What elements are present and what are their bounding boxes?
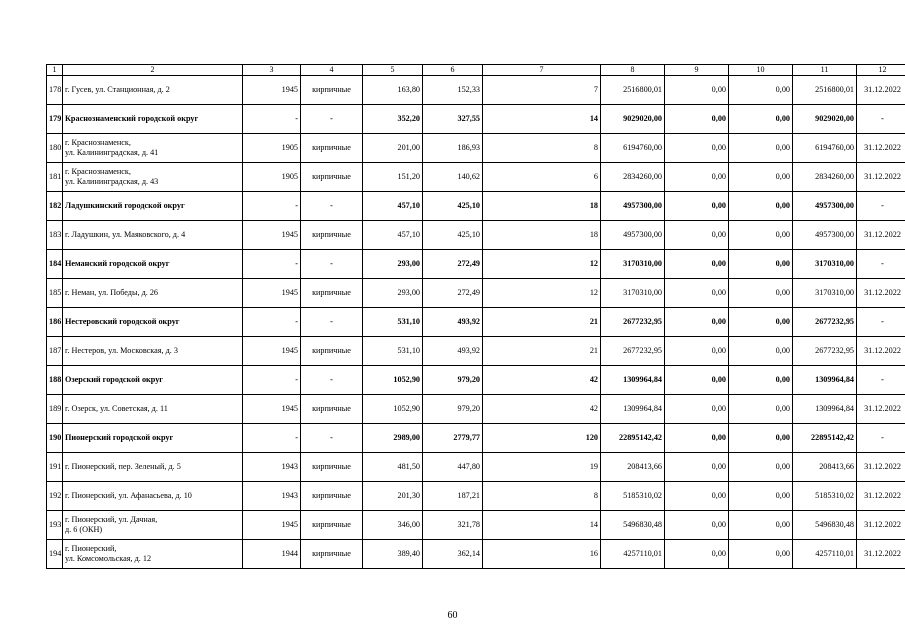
cell-residents-count: 8: [483, 134, 601, 163]
cell-residents-count: 12: [483, 279, 601, 308]
cell-total-cost: 1309964,84: [601, 366, 665, 395]
cell-cost-local: 0,00: [729, 279, 793, 308]
cell-total-area: 163,80: [363, 76, 423, 105]
cell-cost-other: 5185310,02: [793, 482, 857, 511]
cell-cost-other: 1309964,84: [793, 395, 857, 424]
cell-deadline: 31.12.2022: [857, 163, 905, 192]
cell-year-built: -: [243, 250, 301, 279]
cell-wall-material: кирпичные: [301, 76, 363, 105]
cell-cost-local: 0,00: [729, 76, 793, 105]
cell-deadline: 31.12.2022: [857, 453, 905, 482]
cell-deadline: 31.12.2022: [857, 337, 905, 366]
cell-living-area: 979,20: [423, 366, 483, 395]
cell-wall-material: кирпичные: [301, 163, 363, 192]
table-row: [47, 76, 905, 105]
cell-total-area: 531,10: [363, 308, 423, 337]
cell-total-cost: 3170310,00: [601, 279, 665, 308]
cell-residents-count: 14: [483, 105, 601, 134]
cell-cost-other: 5496830,48: [793, 511, 857, 540]
cell-total-cost: 2677232,95: [601, 308, 665, 337]
cell-cost-fund: 0,00: [665, 279, 729, 308]
cell-row-number: 186: [47, 308, 63, 337]
cell-cost-local: 0,00: [729, 511, 793, 540]
cell-object-address: г. Ладушкин, ул. Маяковского, д. 4: [63, 221, 243, 250]
cell-cost-other: 2677232,95: [793, 337, 857, 366]
cell-total-cost: 4257110,01: [601, 540, 665, 569]
cell-cost-other: 3170310,00: [793, 250, 857, 279]
cell-total-cost: 4957300,00: [601, 221, 665, 250]
cell-row-number: 178: [47, 76, 63, 105]
table-row: [47, 453, 905, 482]
cell-cost-other: 1309964,84: [793, 366, 857, 395]
cell-cost-other: 2516800,01: [793, 76, 857, 105]
cell-row-number: 192: [47, 482, 63, 511]
cell-year-built: 1905: [243, 134, 301, 163]
cell-year-built: 1905: [243, 163, 301, 192]
cell-total-cost: 2516800,01: [601, 76, 665, 105]
cell-cost-local: 0,00: [729, 250, 793, 279]
cell-total-area: 293,00: [363, 250, 423, 279]
cell-cost-local: 0,00: [729, 134, 793, 163]
column-header-row-number: 1: [47, 65, 63, 76]
cell-residents-count: 6: [483, 163, 601, 192]
cell-cost-other: 6194760,00: [793, 134, 857, 163]
column-header-wall-material: 4: [301, 65, 363, 76]
cell-total-area: 481,50: [363, 453, 423, 482]
cell-wall-material: кирпичные: [301, 540, 363, 569]
cell-cost-fund: 0,00: [665, 221, 729, 250]
column-header-object-address: 2: [63, 65, 243, 76]
cell-residents-count: 8: [483, 482, 601, 511]
cell-year-built: -: [243, 366, 301, 395]
table-row-district: [47, 424, 905, 453]
cell-living-area: 186,93: [423, 134, 483, 163]
cell-deadline: -: [857, 308, 905, 337]
cell-residents-count: 120: [483, 424, 601, 453]
cell-year-built: 1944: [243, 540, 301, 569]
cell-cost-local: 0,00: [729, 366, 793, 395]
cell-total-cost: 5185310,02: [601, 482, 665, 511]
cell-total-area: 151,20: [363, 163, 423, 192]
cell-cost-local: 0,00: [729, 395, 793, 424]
cell-row-number: 188: [47, 366, 63, 395]
cell-row-number: 183: [47, 221, 63, 250]
data-table: [46, 64, 905, 569]
cell-total-area: 531,10: [363, 337, 423, 366]
cell-cost-fund: 0,00: [665, 482, 729, 511]
cell-object-address: г. Озерск, ул. Советская, д. 11: [63, 395, 243, 424]
column-header-deadline: 12: [857, 65, 905, 76]
cell-row-number: 180: [47, 134, 63, 163]
table-row: [47, 134, 905, 163]
cell-cost-local: 0,00: [729, 482, 793, 511]
table-row-district: [47, 250, 905, 279]
cell-residents-count: 16: [483, 540, 601, 569]
table-header-row: [47, 65, 905, 76]
cell-cost-fund: 0,00: [665, 366, 729, 395]
page-number: 60: [447, 610, 458, 621]
cell-residents-count: 21: [483, 308, 601, 337]
cell-total-cost: 6194760,00: [601, 134, 665, 163]
cell-year-built: 1945: [243, 221, 301, 250]
cell-residents-count: 42: [483, 366, 601, 395]
table-row: [47, 337, 905, 366]
table-row-district: [47, 308, 905, 337]
cell-wall-material: кирпичные: [301, 134, 363, 163]
column-header-living-area: 6: [423, 65, 483, 76]
cell-year-built: 1943: [243, 482, 301, 511]
cell-total-area: 293,00: [363, 279, 423, 308]
cell-cost-fund: 0,00: [665, 134, 729, 163]
column-header-total-cost: 8: [601, 65, 665, 76]
cell-deadline: 31.12.2022: [857, 221, 905, 250]
cell-cost-local: 0,00: [729, 221, 793, 250]
column-header-residents-count: 7: [483, 65, 601, 76]
cell-total-area: 457,10: [363, 192, 423, 221]
cell-year-built: 1943: [243, 453, 301, 482]
cell-wall-material: -: [301, 192, 363, 221]
cell-cost-local: 0,00: [729, 424, 793, 453]
cell-wall-material: кирпичные: [301, 511, 363, 540]
cell-deadline: 31.12.2022: [857, 540, 905, 569]
cell-object-address: г. Пионерский, ул. Дачная, д. 6 (ОКН): [63, 511, 243, 540]
cell-cost-fund: 0,00: [665, 540, 729, 569]
table-row-district: [47, 192, 905, 221]
cell-object-address: г. Пионерский, ул. Комсомольская, д. 12: [63, 540, 243, 569]
cell-deadline: -: [857, 424, 905, 453]
cell-year-built: 1945: [243, 511, 301, 540]
cell-cost-local: 0,00: [729, 105, 793, 134]
column-header-cost-other: 11: [793, 65, 857, 76]
cell-living-area: 425,10: [423, 221, 483, 250]
cell-year-built: -: [243, 105, 301, 134]
table-row: [47, 511, 905, 540]
cell-cost-fund: 0,00: [665, 163, 729, 192]
cell-year-built: 1945: [243, 76, 301, 105]
cell-total-cost: 5496830,48: [601, 511, 665, 540]
cell-living-area: 272,49: [423, 279, 483, 308]
cell-cost-fund: 0,00: [665, 511, 729, 540]
cell-living-area: 321,78: [423, 511, 483, 540]
cell-wall-material: -: [301, 366, 363, 395]
cell-object-address: г. Нестеров, ул. Московская, д. 3: [63, 337, 243, 366]
table-row: [47, 395, 905, 424]
cell-cost-local: 0,00: [729, 308, 793, 337]
table-row: [47, 163, 905, 192]
cell-deadline: -: [857, 250, 905, 279]
cell-object-address: Пионерский городской округ: [63, 424, 243, 453]
cell-living-area: 140,62: [423, 163, 483, 192]
table-row-district: [47, 366, 905, 395]
cell-cost-fund: 0,00: [665, 250, 729, 279]
cell-cost-other: 2677232,95: [793, 308, 857, 337]
cell-residents-count: 14: [483, 511, 601, 540]
cell-wall-material: кирпичные: [301, 279, 363, 308]
cell-living-area: 425,10: [423, 192, 483, 221]
cell-year-built: 1945: [243, 395, 301, 424]
cell-object-address: Краснознаменский городской округ: [63, 105, 243, 134]
cell-cost-fund: 0,00: [665, 105, 729, 134]
cell-cost-fund: 0,00: [665, 337, 729, 366]
cell-cost-local: 0,00: [729, 337, 793, 366]
cell-cost-local: 0,00: [729, 540, 793, 569]
cell-living-area: 327,55: [423, 105, 483, 134]
cell-row-number: 179: [47, 105, 63, 134]
cell-total-cost: 1309964,84: [601, 395, 665, 424]
cell-deadline: 31.12.2022: [857, 395, 905, 424]
cell-deadline: 31.12.2022: [857, 482, 905, 511]
cell-living-area: 2779,77: [423, 424, 483, 453]
cell-object-address: Озерский городской округ: [63, 366, 243, 395]
cell-year-built: 1945: [243, 337, 301, 366]
cell-object-address: г. Пионерский, пер. Зеленый, д. 5: [63, 453, 243, 482]
cell-total-area: 201,30: [363, 482, 423, 511]
cell-deadline: -: [857, 366, 905, 395]
cell-total-area: 346,00: [363, 511, 423, 540]
cell-cost-other: 4957300,00: [793, 192, 857, 221]
cell-cost-fund: 0,00: [665, 453, 729, 482]
cell-row-number: 182: [47, 192, 63, 221]
cell-object-address: г. Пионерский, ул. Афанасьева, д. 10: [63, 482, 243, 511]
cell-row-number: 194: [47, 540, 63, 569]
cell-residents-count: 12: [483, 250, 601, 279]
cell-residents-count: 42: [483, 395, 601, 424]
cell-cost-other: 22895142,42: [793, 424, 857, 453]
cell-residents-count: 18: [483, 221, 601, 250]
cell-year-built: -: [243, 308, 301, 337]
cell-living-area: 447,80: [423, 453, 483, 482]
cell-year-built: 1945: [243, 279, 301, 308]
cell-total-area: 2989,00: [363, 424, 423, 453]
cell-wall-material: -: [301, 250, 363, 279]
column-header-total-area: 5: [363, 65, 423, 76]
cell-row-number: 191: [47, 453, 63, 482]
cell-object-address: г. Краснознаменск, ул. Калининградская, д. 43: [63, 163, 243, 192]
cell-object-address: Ладушкинский городской округ: [63, 192, 243, 221]
cell-wall-material: кирпичные: [301, 221, 363, 250]
cell-cost-fund: 0,00: [665, 395, 729, 424]
cell-total-area: 201,00: [363, 134, 423, 163]
cell-deadline: -: [857, 105, 905, 134]
cell-wall-material: -: [301, 105, 363, 134]
table-row: [47, 540, 905, 569]
cell-wall-material: кирпичные: [301, 337, 363, 366]
cell-cost-other: 9029020,00: [793, 105, 857, 134]
cell-row-number: 185: [47, 279, 63, 308]
cell-cost-other: 2834260,00: [793, 163, 857, 192]
cell-cost-other: 4957300,00: [793, 221, 857, 250]
cell-cost-local: 0,00: [729, 192, 793, 221]
cell-cost-fund: 0,00: [665, 76, 729, 105]
cell-total-cost: 22895142,42: [601, 424, 665, 453]
cell-living-area: 272,49: [423, 250, 483, 279]
cell-living-area: 493,92: [423, 308, 483, 337]
table-row: [47, 279, 905, 308]
cell-deadline: 31.12.2022: [857, 511, 905, 540]
cell-row-number: 187: [47, 337, 63, 366]
cell-total-cost: 2834260,00: [601, 163, 665, 192]
cell-row-number: 190: [47, 424, 63, 453]
cell-deadline: 31.12.2022: [857, 279, 905, 308]
cell-object-address: г. Гусев, ул. Станционная, д. 2: [63, 76, 243, 105]
cell-total-cost: 3170310,00: [601, 250, 665, 279]
cell-year-built: -: [243, 192, 301, 221]
cell-row-number: 189: [47, 395, 63, 424]
cell-cost-local: 0,00: [729, 453, 793, 482]
cell-residents-count: 18: [483, 192, 601, 221]
cell-total-cost: 2677232,95: [601, 337, 665, 366]
table-row: [47, 221, 905, 250]
cell-row-number: 184: [47, 250, 63, 279]
cell-living-area: 493,92: [423, 337, 483, 366]
table-row: [47, 482, 905, 511]
cell-object-address: г. Неман, ул. Победы, д. 26: [63, 279, 243, 308]
cell-cost-other: 208413,66: [793, 453, 857, 482]
cell-total-area: 1052,90: [363, 366, 423, 395]
cell-cost-local: 0,00: [729, 163, 793, 192]
cell-cost-fund: 0,00: [665, 192, 729, 221]
cell-row-number: 181: [47, 163, 63, 192]
cell-deadline: -: [857, 192, 905, 221]
cell-cost-other: 4257110,01: [793, 540, 857, 569]
cell-residents-count: 19: [483, 453, 601, 482]
cell-deadline: 31.12.2022: [857, 134, 905, 163]
cell-wall-material: кирпичные: [301, 482, 363, 511]
cell-total-area: 1052,90: [363, 395, 423, 424]
cell-total-cost: 208413,66: [601, 453, 665, 482]
cell-object-address: Нестеровский городской округ: [63, 308, 243, 337]
cell-total-cost: 9029020,00: [601, 105, 665, 134]
column-header-year-built: 3: [243, 65, 301, 76]
column-header-cost-local: 10: [729, 65, 793, 76]
cell-row-number: 193: [47, 511, 63, 540]
cell-year-built: -: [243, 424, 301, 453]
cell-total-area: 389,40: [363, 540, 423, 569]
cell-object-address: г. Краснознаменск, ул. Калининградская, д. 41: [63, 134, 243, 163]
cell-living-area: 979,20: [423, 395, 483, 424]
cell-wall-material: кирпичные: [301, 395, 363, 424]
cell-total-area: 352,20: [363, 105, 423, 134]
cell-deadline: 31.12.2022: [857, 76, 905, 105]
cell-living-area: 362,14: [423, 540, 483, 569]
cell-cost-fund: 0,00: [665, 308, 729, 337]
cell-cost-fund: 0,00: [665, 424, 729, 453]
cell-living-area: 187,21: [423, 482, 483, 511]
cell-cost-other: 3170310,00: [793, 279, 857, 308]
column-header-cost-fund: 9: [665, 65, 729, 76]
table-row-district: [47, 105, 905, 134]
cell-total-cost: 4957300,00: [601, 192, 665, 221]
cell-total-area: 457,10: [363, 221, 423, 250]
cell-residents-count: 21: [483, 337, 601, 366]
cell-residents-count: 7: [483, 76, 601, 105]
cell-wall-material: -: [301, 308, 363, 337]
cell-wall-material: -: [301, 424, 363, 453]
cell-wall-material: кирпичные: [301, 453, 363, 482]
cell-living-area: 152,33: [423, 76, 483, 105]
cell-object-address: Неманский городской округ: [63, 250, 243, 279]
